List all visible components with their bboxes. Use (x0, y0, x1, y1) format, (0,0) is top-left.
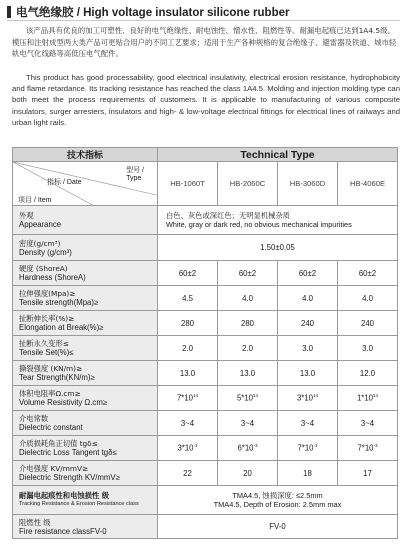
property-value: $3*10^{-3}$ (158, 436, 218, 461)
property-name-en: Tracking Resistance & Erosion Resistance class (19, 501, 139, 507)
property-name (13, 436, 158, 461)
property-value: 60±2 (338, 261, 398, 286)
property-name (13, 286, 158, 311)
value-cn: TMA4.5, 蚀损深度: ≤2.5mm (232, 491, 323, 500)
property-value: 280 (218, 311, 278, 336)
property-name-en: Dielectric Loss Tangent tgδ≤ (19, 448, 117, 457)
property-value: 3~4 (158, 411, 218, 436)
property-name (13, 311, 158, 336)
exponent: -3 (193, 443, 198, 449)
property-value: $7*10^{-3}$ (278, 436, 338, 461)
property-name (13, 386, 158, 411)
property-name-en: Fire resistance classFV-0 (19, 526, 107, 536)
property-value: 2.0 (218, 336, 278, 361)
property-value: 13.0 (158, 361, 218, 386)
property-value: 60±2 (158, 261, 218, 286)
property-name (13, 515, 158, 539)
property-name-cn: 体积电阻率Ω.cm≥ (19, 389, 81, 398)
property-name-en: Hardness (ShoreA) (19, 273, 86, 282)
property-name-cn: 外观 (19, 211, 34, 220)
property-value: 3.0 (338, 336, 398, 361)
property-value: 4.5 (158, 286, 218, 311)
property-name-cn: 介电强度 KV/mmV≥ (19, 464, 89, 473)
property-name-en: Density (g/cm³) (19, 247, 72, 257)
property-name-cn: 介电常数 (19, 414, 49, 423)
property-value: 3~4 (338, 411, 398, 436)
property-value: $5*10^{14}$ (218, 386, 278, 411)
property-name-en: Tensile strength(Mpa)≥ (19, 298, 99, 307)
table-row (13, 206, 398, 235)
property-value: 17 (338, 461, 398, 486)
table-row (13, 311, 398, 336)
property-value: 4.0 (338, 286, 398, 311)
property-value: 2.0 (158, 336, 218, 361)
property-name (13, 336, 158, 361)
property-value: 4.0 (218, 286, 278, 311)
property-value: 240 (338, 311, 398, 336)
property-value (158, 486, 398, 515)
exponent: -3 (253, 443, 258, 449)
table-row (13, 461, 398, 486)
table-row (13, 515, 398, 539)
property-name-en: Tensile Set(%)≤ (19, 348, 74, 357)
property-value: 240 (278, 311, 338, 336)
property-value: 60±2 (218, 261, 278, 286)
property-value: 60±2 (278, 261, 338, 286)
intro-english: This product has good processability, good electrical insulativity, electrical erosion resistance, hydrophobicity and flame retardance. Its tracking resistance has reached the class 1A4.5. Molding and injection molding type can both meet the process requirements of customers. It is applicable to manufacturing of various composite insulators, surger arresters, insulators and high- & low-voltage electrical fittings for electrical lines of railways and urban light rails. (12, 73, 400, 127)
diag-date-label: 指标 / Date (47, 179, 82, 186)
property-name-en: Volume Resistivity Ω.cm≥ (19, 398, 108, 407)
table-row (13, 286, 398, 311)
exponent: -3 (313, 443, 318, 449)
property-value: 3~4 (218, 411, 278, 436)
model-header: HB-1060T (158, 162, 218, 206)
property-name (13, 361, 158, 386)
property-value: 12.0 (338, 361, 398, 386)
exponent: -3 (373, 443, 378, 449)
property-value: 13.0 (278, 361, 338, 386)
model-header: HB-4060E (338, 162, 398, 206)
property-name (13, 486, 158, 515)
property-name-cn: 硬度 (ShoreA) (19, 264, 68, 273)
property-value: 3.0 (278, 336, 338, 361)
diag-type-label: 型号 / Type (126, 167, 144, 182)
exponent: 14 (193, 393, 199, 399)
property-name-en: Dielectric constant (19, 423, 83, 432)
property-name-en: Tear Strength(KN/m)≥ (19, 373, 95, 382)
table-row (13, 486, 398, 515)
property-name (13, 235, 158, 261)
model-header: HB-3060D (278, 162, 338, 206)
property-name-cn: 耐漏电起痕性和电蚀损性 级 (19, 491, 110, 500)
table-row (13, 261, 398, 286)
table-row (13, 411, 398, 436)
property-name (13, 206, 158, 235)
property-value: 13.0 (218, 361, 278, 386)
property-name-cn: 撕裂强度 (KN/m)≥ (19, 364, 83, 373)
table-row (13, 386, 398, 411)
property-name-en: Appearance (19, 220, 62, 229)
property-name-cn: 扯断伸长率(%)≥ (19, 314, 75, 323)
spec-table (12, 147, 398, 539)
property-value: 3~4 (278, 411, 338, 436)
property-value: 20 (218, 461, 278, 486)
intro-chinese: 该产品具有优良的加工可塑性、良好的电气绝缘性、耐电蚀性、憎水性、阻燃性等。耐漏电起痕已达到1A4.5级。模压和注射成型两大类产品可更贴合用户的不同工艺要求；适用于生产各种规格的复合绝缘子、避雷器及铁道、城市轻轨电气化线路等高低压电气配件。 (12, 26, 397, 59)
property-name-cn: 密度(g/cm³) (19, 238, 61, 248)
model-header: HB-2060C (218, 162, 278, 206)
title-marker (7, 6, 11, 18)
property-value: 4.0 (278, 286, 338, 311)
property-name-cn: 介质损耗角正切值 tgδ≤ (19, 439, 98, 448)
value-en: White, gray or dark red, no obvious mechanical impurities (166, 220, 352, 229)
exponent: 14 (373, 393, 379, 399)
exponent: 14 (253, 393, 259, 399)
value-cn: 白色、灰色或深红色；无明显机械杂质 (166, 211, 291, 220)
property-name (13, 261, 158, 286)
property-value: FV-0 (158, 515, 398, 539)
table-row (13, 361, 398, 386)
property-value: $7*10^{-3}$ (338, 436, 398, 461)
property-value (158, 206, 398, 235)
property-value: 18 (278, 461, 338, 486)
property-value: 280 (158, 311, 218, 336)
property-value: $6*10^{-3}$ (218, 436, 278, 461)
header-technical-type: Technical Type (158, 148, 398, 162)
property-name-cn: 扯断永久变形≤ (19, 339, 69, 348)
property-name-en: Dielectric Strength KV/mmV≥ (19, 473, 120, 482)
diag-item-label: 项目 / Item (18, 197, 52, 204)
value-en: TMA4.5, Depth of Erosion: 2.5mm max (213, 500, 342, 509)
property-value: $7*10^{14}$ (158, 386, 218, 411)
table-row (13, 436, 398, 461)
table-row (13, 336, 398, 361)
diagonal-header-cell (13, 162, 158, 206)
property-value: 1.50±0.05 (158, 235, 398, 261)
table-row (13, 235, 398, 261)
page-title: 电气绝缘胶 / High voltage insulator silicone rubber (16, 7, 290, 19)
property-value: 22 (158, 461, 218, 486)
property-value: $1*10^{14}$ (338, 386, 398, 411)
property-name (13, 411, 158, 436)
property-name-en: Elongation at Break(%)≥ (19, 323, 104, 332)
property-value: $3*10^{14}$ (278, 386, 338, 411)
property-name-cn: 阻燃性 级 (19, 517, 51, 527)
property-name (13, 461, 158, 486)
exponent: 14 (313, 393, 319, 399)
section-title-bar (7, 4, 400, 21)
property-name-cn: 拉伸强度(Mpa)≥ (19, 289, 76, 298)
header-tech-index: 技术指标 (13, 148, 158, 162)
